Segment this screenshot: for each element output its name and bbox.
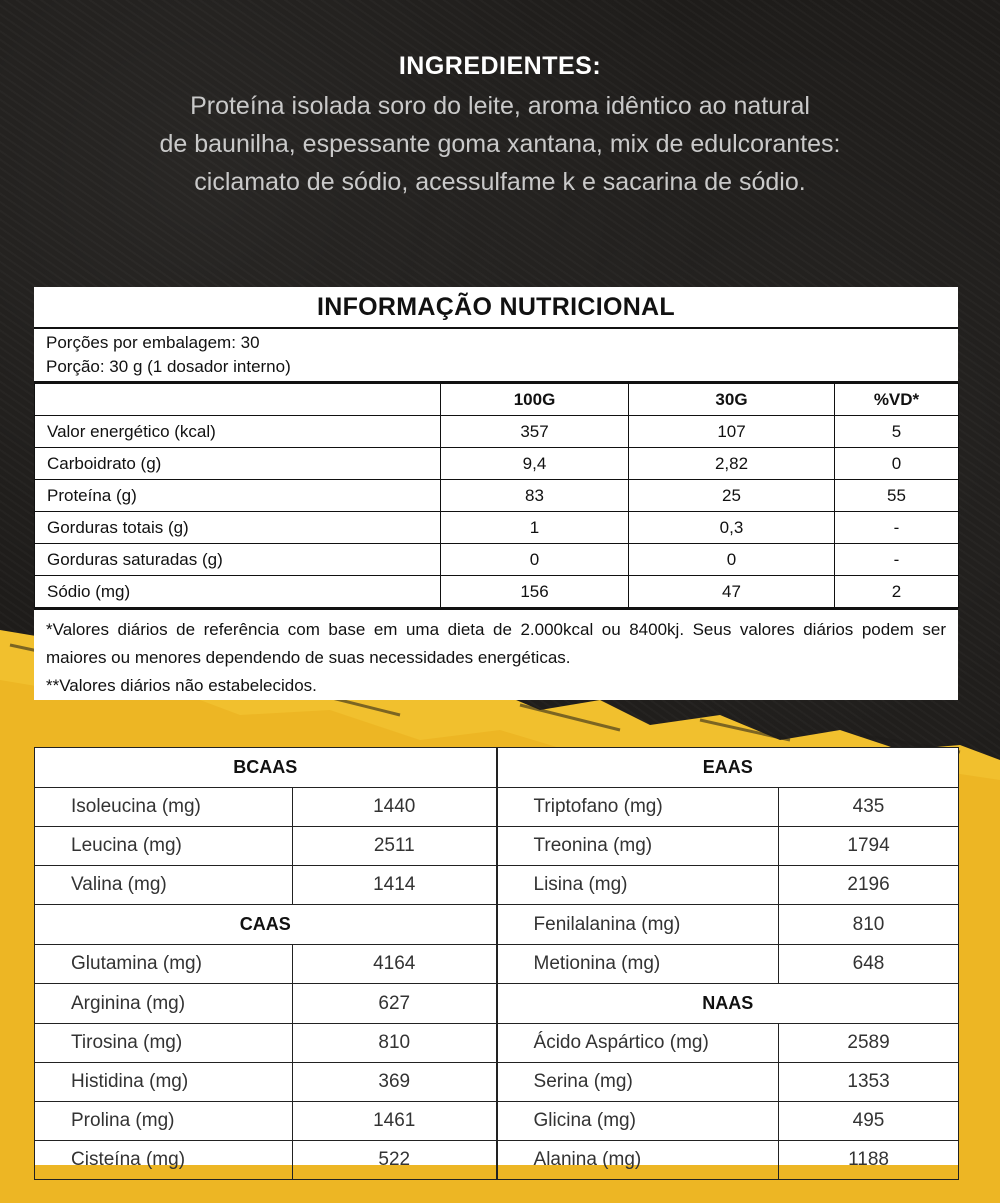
table-row [35,945,959,984]
column-header: 30G [629,384,835,416]
amino-value: 1353 [779,1063,959,1102]
amino-value: 1188 [779,1141,959,1180]
nutrient-per100: 1 [441,512,629,544]
nutrient-per100: 9,4 [441,448,629,480]
nutrition-footnotes [34,608,958,700]
nutrition-title: INFORMAÇÃO NUTRICIONAL [34,287,958,329]
amino-name: Glicina (mg) [497,1102,779,1141]
amino-value: 1794 [779,827,959,866]
ingredients-line: ciclamato de sódio, acessulfame k e sacarina de sódio. [194,168,806,196]
nutrient-vd: - [835,512,959,544]
amino-value: 2589 [779,1024,959,1063]
table-row [35,905,959,945]
nutrient-name: Proteína (g) [35,480,441,512]
servings-per-package: Porções por embalagem: 30 [46,333,260,352]
ingredients-line: Proteína isolada soro do leite, aroma idêntico ao natural [190,92,810,120]
amino-name: Leucina (mg) [35,827,293,866]
ingredients-block [0,52,1000,201]
amino-name: Arginina (mg) [35,984,293,1024]
nutrient-name: Sódio (mg) [35,576,441,608]
amino-value: 1440 [293,788,497,827]
table-row [35,576,959,608]
naas-header: NAAS [497,984,959,1024]
table-row [35,448,959,480]
amino-name: Fenilalanina (mg) [497,905,779,945]
nutrient-name: Carboidrato (g) [35,448,441,480]
amino-value: 2511 [293,827,497,866]
nutrient-per30: 0,3 [629,512,835,544]
amino-value: 1414 [293,866,497,905]
amino-name: Tirosina (mg) [35,1024,293,1063]
nutrient-per100: 83 [441,480,629,512]
table-header-row [35,384,959,416]
nutrition-table [34,383,959,608]
table-row [35,1024,959,1063]
amino-name: Lisina (mg) [497,866,779,905]
nutrient-name: Gorduras saturadas (g) [35,544,441,576]
amino-name: Ácido Aspártico (mg) [497,1024,779,1063]
ingredients-title: INGREDIENTES: [398,52,602,80]
amino-acid-panel [34,747,958,1170]
table-row [35,866,959,905]
table-row [35,788,959,827]
amino-name: Histidina (mg) [35,1063,293,1102]
nutrient-per100: 357 [441,416,629,448]
amino-value: 648 [779,945,959,984]
nutrition-facts-panel [34,287,958,700]
column-header: %VD* [835,384,959,416]
nutrient-per30: 107 [629,416,835,448]
caas-header: CAAS [35,905,497,945]
table-row [35,480,959,512]
nutrient-per100: 0 [441,544,629,576]
table-row [35,1102,959,1141]
column-header [35,384,441,416]
amino-value: 4164 [293,945,497,984]
amino-name: Cisteína (mg) [35,1141,293,1180]
amino-value: 2196 [779,866,959,905]
nutrient-per30: 2,82 [629,448,835,480]
amino-name: Prolina (mg) [35,1102,293,1141]
table-row [35,984,959,1024]
table-row [35,416,959,448]
amino-name: Valina (mg) [35,866,293,905]
amino-name: Glutamina (mg) [35,945,293,984]
table-row [35,1063,959,1102]
amino-name: Triptofano (mg) [497,788,779,827]
table-row [35,1141,959,1180]
nutrient-vd: 5 [835,416,959,448]
amino-value: 1461 [293,1102,497,1141]
nutrient-vd: 2 [835,576,959,608]
nutrient-vd: 0 [835,448,959,480]
nutrient-name: Valor energético (kcal) [35,416,441,448]
amino-name: Metionina (mg) [497,945,779,984]
ingredients-line: de baunilha, espessante goma xantana, mix de edulcorantes: [159,130,841,158]
nutrient-vd: 55 [835,480,959,512]
amino-value: 522 [293,1141,497,1180]
nutrition-portions [34,329,958,383]
table-row [35,544,959,576]
nutrient-per30: 0 [629,544,835,576]
amino-name: Serina (mg) [497,1063,779,1102]
footnote-daily-values: *Valores diários de referência com base em uma dieta de 2.000kcal ou 8400kj. Seus valores diários podem ser maiores ou menores dependendo de suas necessidades energéticas. [46,620,946,667]
amino-name: Treonina (mg) [497,827,779,866]
amino-name: Isoleucina (mg) [35,788,293,827]
amino-acid-table [34,747,959,1180]
amino-name: Alanina (mg) [497,1141,779,1180]
bcaas-header: BCAAS [35,748,497,788]
footnote-not-established: **Valores diários não estabelecidos. [46,676,317,695]
nutrient-per100: 156 [441,576,629,608]
eaas-header: EAAS [497,748,959,788]
nutrient-name: Gorduras totais (g) [35,512,441,544]
amino-value: 435 [779,788,959,827]
nutrient-per30: 47 [629,576,835,608]
table-row [35,827,959,866]
amino-value: 810 [293,1024,497,1063]
serving-size: Porção: 30 g (1 dosador interno) [46,357,291,376]
amino-value: 495 [779,1102,959,1141]
amino-value: 810 [779,905,959,945]
amino-value: 627 [293,984,497,1024]
table-row [35,512,959,544]
table-header-row [35,748,959,788]
nutrient-vd: - [835,544,959,576]
nutrient-per30: 25 [629,480,835,512]
column-header: 100G [441,384,629,416]
amino-value: 369 [293,1063,497,1102]
